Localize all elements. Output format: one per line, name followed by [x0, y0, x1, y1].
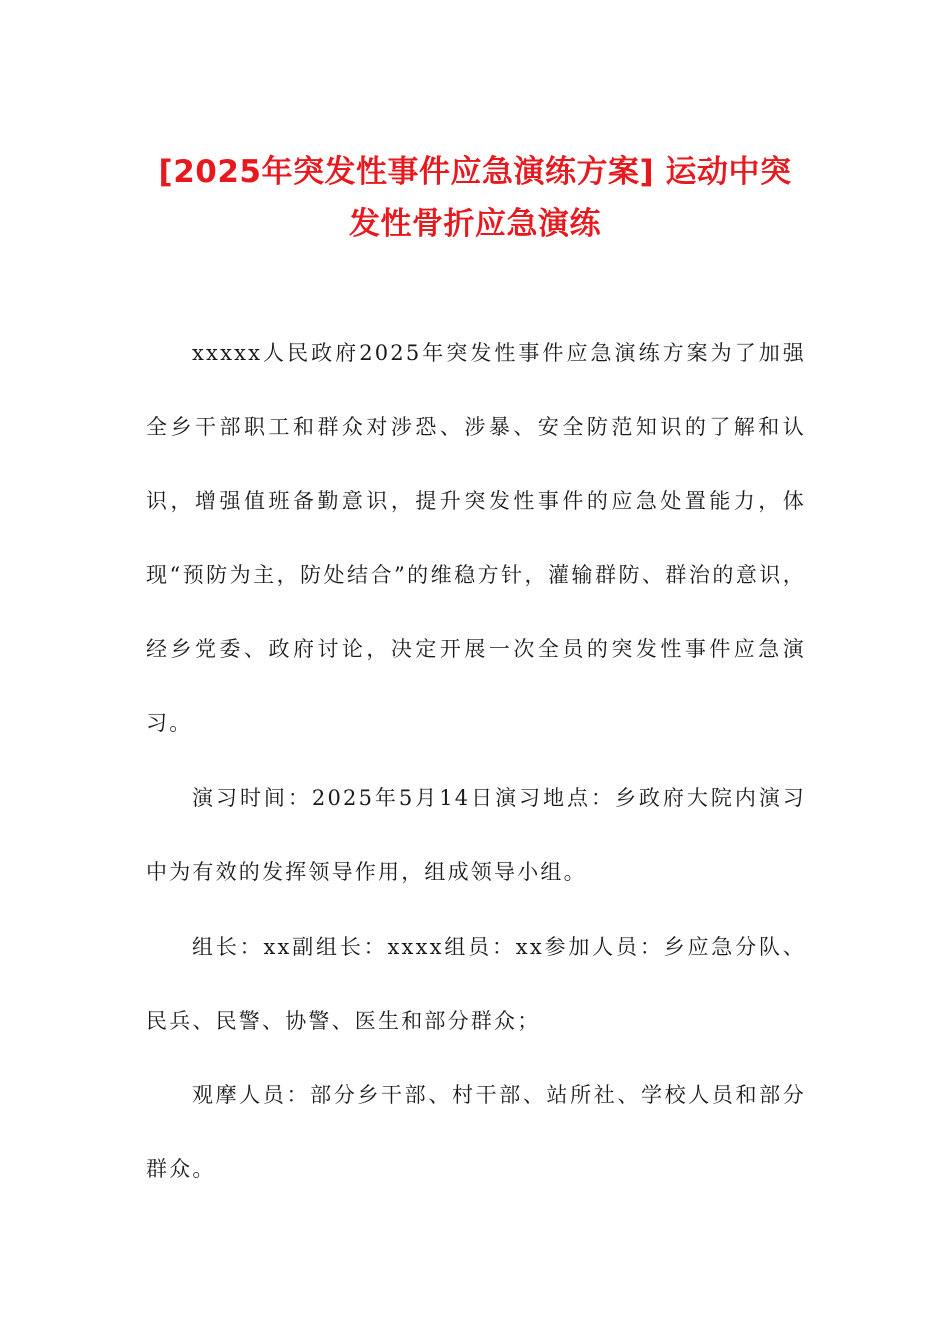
paragraph-intro: xxxxx人民政府2025年突发性事件应急演练方案为了加强全乡干部职工和群众对涉恐、涉暴、安全防范知识的了解和认识，增强值班备勤意识，提升突发性事件的应急处置能力，体现“预防为主，防处结合”的维稳方针，灌输群防、群治的意识，经乡党委、政府讨论，决定开展一次全员的突发性事件应急演习。	[146, 341, 806, 735]
title-line-2: 发性骨折应急演练	[349, 206, 601, 242]
title-line-1: [2025年突发性事件应急演练方案] 运动中突	[158, 154, 792, 190]
paragraph-organization: 组长：xx副组长：xxxx组员：xx参加人员：乡应急分队、民兵、民警、协警、医生和部分群众；	[146, 935, 806, 1033]
paragraph-time-location: 演习时间：2025年5月14日演习地点：乡政府大院内演习中为有效的发挥领导作用，组成领导小组。	[146, 786, 806, 884]
document-title	[120, 146, 830, 250]
paragraph-observers: 观摩人员：部分乡干部、村干部、站所社、学校人员和部分群众。	[146, 1083, 806, 1181]
